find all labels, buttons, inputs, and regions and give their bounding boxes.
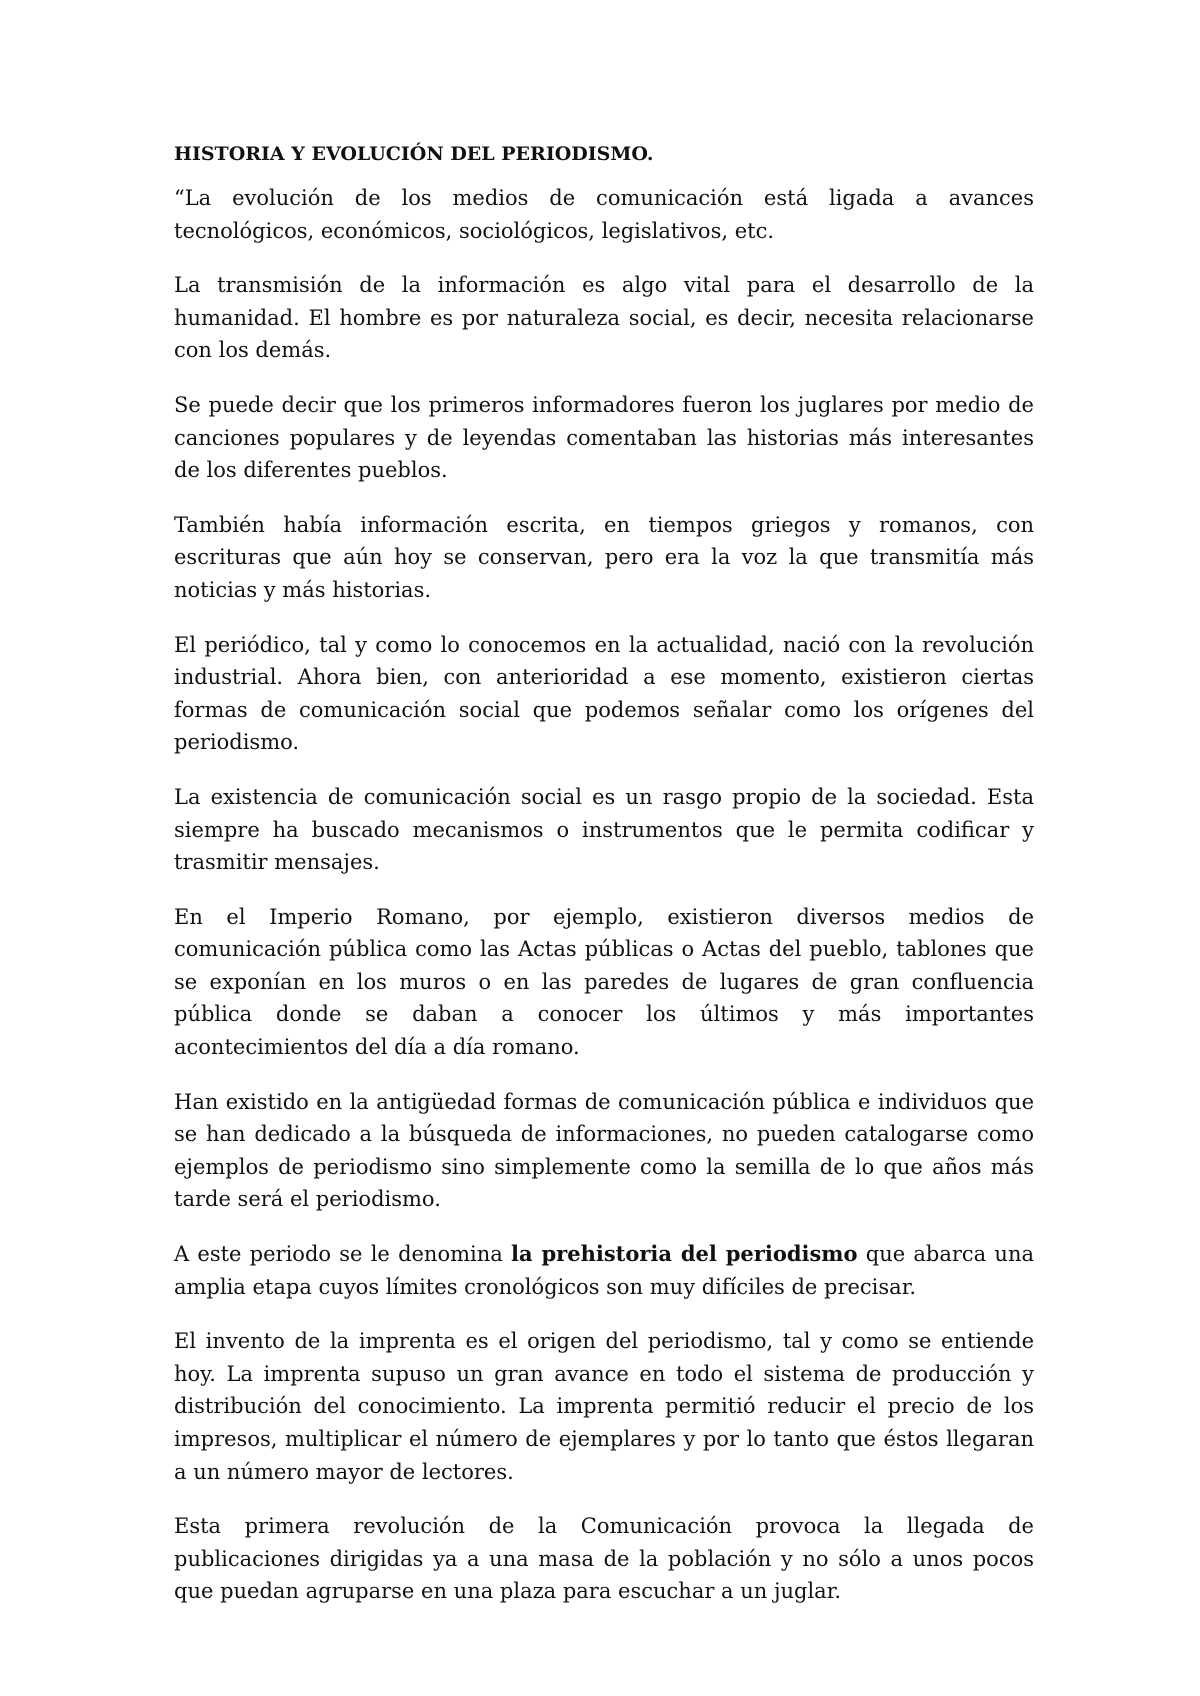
- paragraph-8: Han existido en la antigüedad formas de comunicación pública e individuos que se han dedicado a la búsqueda de informaciones, no pueden catalogarse como ejemplos de periodismo sino simplemente como la semilla de lo que años más tarde será el periodismo.: [174, 1089, 1034, 1212]
- paragraph-6: La existencia de comunicación social es un rasgo propio de la sociedad. Esta siempre ha buscado mecanismos o instrumentos que le permita codificar y trasmitir mensajes.: [174, 784, 1034, 875]
- paragraph-1: “La evolución de los medios de comunicación está ligada a avances tecnológicos, económicos, sociológicos, legislativos, etc.: [174, 186, 1034, 243]
- paragraph-4: También había información escrita, en tiempos griegos y romanos, con escrituras que aún hoy se conservan, pero era la voz la que transmitía más noticias y más historias.: [174, 512, 1034, 602]
- prehistoria-text-before: A este periodo se le denomina: [174, 1242, 512, 1267]
- paragraph-7: En el Imperio Romano, por ejemplo, existieron diversos medios de comunicación pública como las Actas públicas o Actas del pueblo, tablones que se exponían en los muros o en las paredes de lugares de gran confluencia pública donde se daban a conocer los últimos y más importantes acontecimientos del día a día romano.: [174, 904, 1034, 1060]
- paragraph-11: Esta primera revolución de la Comunicación provoca la llegada de publicaciones dirigidas ya a una masa de la población y no sólo a unos pocos que puedan agruparse en una plaza para escuchar a un juglar.: [174, 1514, 1034, 1604]
- paragraph-10: El invento de la imprenta es el origen del periodismo, tal y como se entiende hoy. La imprenta supuso un gran avance en todo el sistema de producción y distribución del conocimiento. La imprenta permitió reducir el precio de los impresos, multiplicar el número de ejemplares y por lo tanto que éstos llegaran a un número mayor de lectores.: [174, 1329, 1034, 1484]
- document-title: HISTORIA Y EVOLUCIÓN DEL PERIODISMO.: [174, 143, 654, 165]
- paragraph-3: Se puede decir que los primeros informadores fueron los juglares por medio de canciones populares y de leyendas comentaban las historias más interesantes de los diferentes pueblos.: [174, 392, 1034, 483]
- paragraph-5: El periódico, tal y como lo conocemos en la actualidad, nació con la revolución industrial. Ahora bien, con anterioridad a ese momento, existieron ciertas formas de comunicación social que podemos señalar como los orígenes del periodismo.: [174, 632, 1034, 755]
- paragraph-prehistoria: [174, 1238, 1034, 1303]
- prehistoria-bold-term: la prehistoria del periodismo: [511, 1241, 858, 1267]
- prehistoria-text-after: que abarca una amplia etapa cuyos límites cronológicos son muy difíciles de precisar.: [174, 1242, 1034, 1299]
- document-page: [174, 138, 1034, 1630]
- paragraph-2: La transmisión de la información es algo vital para el desarrollo de la humanidad. El hombre es por naturaleza social, es decir, necesita relacionarse con los demás.: [174, 273, 1034, 363]
